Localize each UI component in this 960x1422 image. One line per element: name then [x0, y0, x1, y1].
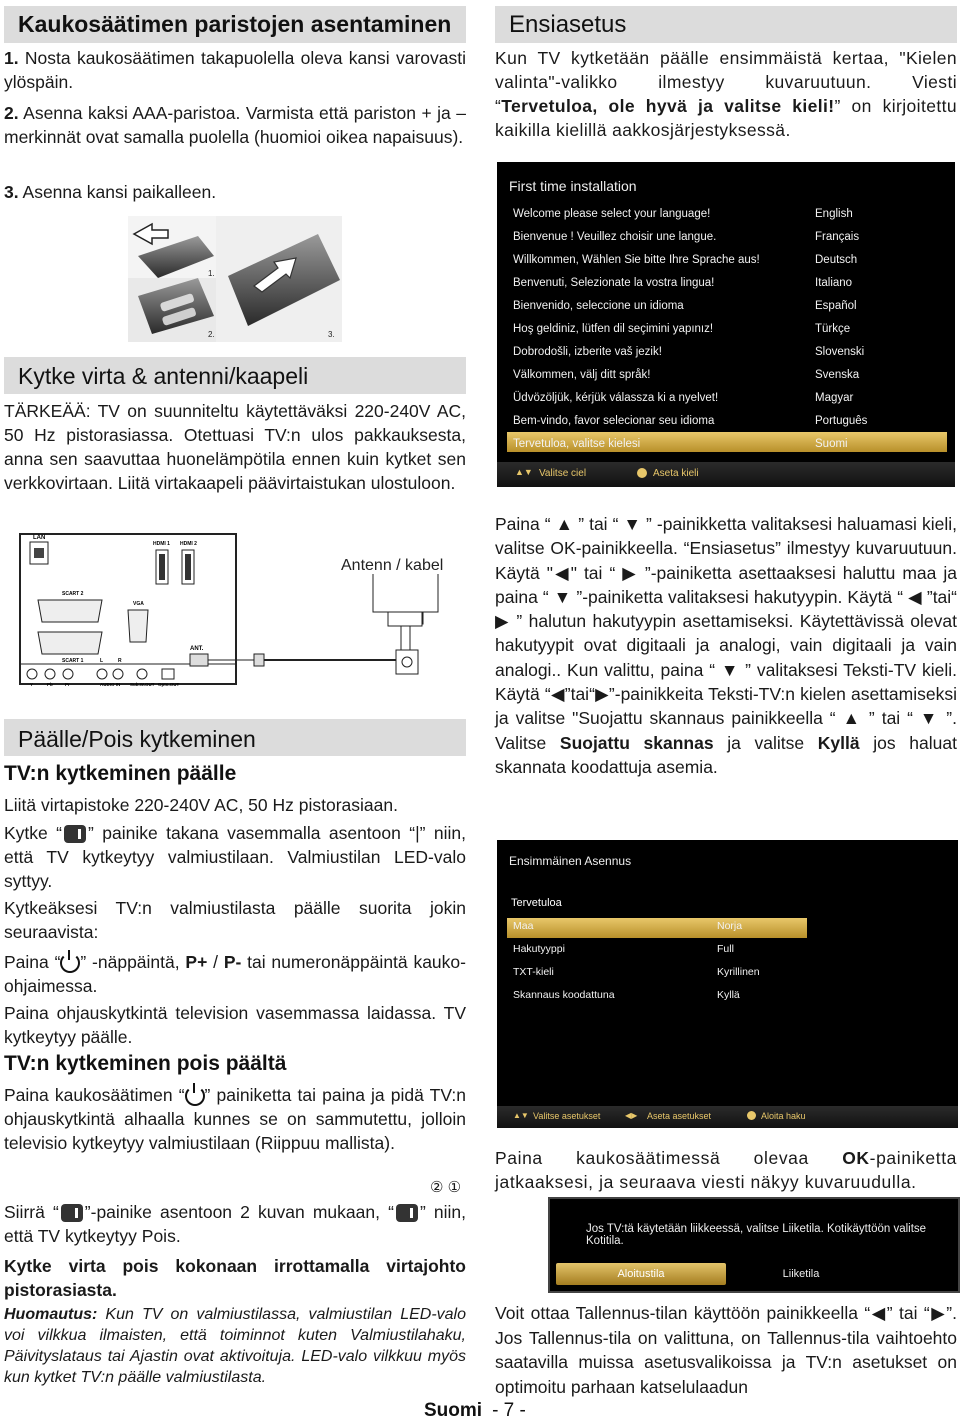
battery-step-2: 2. Asenna kaksi AAA-paristoa. Varmista että pariston + ja – merkinnät ovat samalla puolella (huomioi oikea napaisuus). [4, 103, 466, 147]
switch-icon [64, 825, 86, 843]
footer-language: Suomi [424, 1400, 483, 1421]
svg-text:HDMI 1: HDMI 1 [153, 541, 170, 547]
onoff-p8: Kytke virta pois kokonaan irrottamalla virtajohto pistorasiasta. [4, 1256, 466, 1300]
language-row-message[interactable]: Bienvenue ! Veuillez choisir une langue. [513, 231, 717, 243]
onoff-p2: Kytke “ ” painike takana vasemmalla asentoon “|” niin, että TV kytkeytyy valmiustilaan. Valmiustilan LED-valo syttyy. [4, 823, 466, 891]
setting-label: Hakutyyppi [513, 943, 565, 955]
switch-icon [396, 1204, 418, 1222]
antenna-label: Antenn / kabel [341, 557, 444, 574]
setting-value[interactable]: Full [717, 943, 734, 955]
screen2-footer-right: Aloita haku [761, 1111, 806, 1121]
onoff-p6: Paina kaukosäätimen “ ” painiketta tai paina ja pidä TV:n ohjauskytkintä alhaalla kunnes se on sammutettu, jolloin televisio kytkeytyy valmiustilaan (Riippuu mallista). [4, 1085, 466, 1153]
language-row-lang[interactable]: Slovenski [815, 346, 865, 358]
language-row-message[interactable]: Welcome please select your language! [513, 208, 711, 220]
onoff-note: Huomautus: Kun TV on valmiustilassa, valmiustilan LED-valo voi vilkkua ilmaisten, että toiminnot kuten Valmiustilahaku, Päivityslataus tai Ajastin ovat aktivoituja. LED-valo vilkkuu myös kun kytket TV:n päälle valmiustilasta. [4, 1306, 466, 1386]
ok-icon [637, 468, 647, 478]
sub-on-heading: TV:n kytkeminen päälle [4, 762, 237, 785]
svg-text:Y: Y [30, 682, 34, 687]
language-row-lang[interactable]: Português [815, 415, 868, 427]
screen2-welcome: Tervetuloa [511, 897, 562, 909]
setting-label: TXT-kieli [513, 966, 554, 978]
onoff-p3: Kytkeäksesi TV:n valmiustilasta päälle suorita jokin seuraavista: [4, 898, 466, 942]
svg-text:Pb: Pb [47, 682, 53, 687]
onoff-heading-bar [4, 719, 466, 756]
circled-numbers: ② ① [430, 1179, 462, 1196]
onoff-p1: Liitä virtapistoke 220-240V AC, 50 Hz pistorasiaan. [4, 795, 398, 815]
setting-value[interactable]: Kyllä [717, 989, 740, 1001]
svg-text:SCART 2: SCART 2 [62, 591, 84, 597]
ok-icon [747, 1111, 756, 1120]
svg-text:Sub.W.OUT: Sub.W.OUT [130, 682, 155, 687]
language-row-lang[interactable]: Deutsch [815, 254, 858, 266]
language-row-lang[interactable]: Français [815, 231, 860, 243]
onoff-p7: Siirrä “ ”-painike asentoon 2 kuvan mukaan, “ ” niin, että TV kytkeytyy Pois. [4, 1202, 466, 1246]
rear-panel-diagram [18, 532, 458, 692]
page-number: - 7 - [492, 1400, 526, 1421]
home-mode-button[interactable] [556, 1263, 726, 1285]
screen1-footer [497, 462, 955, 487]
screen2-title: Ensimmäinen Asennus [509, 854, 632, 868]
switch-icon [61, 1204, 83, 1222]
language-row-message[interactable]: Välkommen, välj ditt språk! [513, 369, 651, 381]
updown-icon: ▲▼ [513, 1111, 529, 1120]
firsttime-heading: Ensiasetus [509, 11, 627, 38]
language-row-lang[interactable]: Türkçe [815, 323, 851, 335]
language-row-message[interactable]: Tervetuloa, valitse kielesi [513, 438, 641, 450]
sub-off-heading: TV:n kytkeminen pois päältä [4, 1052, 287, 1075]
dialog-message: Jos TV:tä käytetään liikkeessä, valitse Liiketila. Kotikäyttöön valitse Kotitila. [586, 1223, 927, 1247]
language-row-message[interactable]: Hoş geldiniz, lütfen dil seçimini yapınız! [513, 323, 714, 335]
setting-label: Skannaus koodattuna [513, 989, 615, 1001]
svg-text:LAN: LAN [33, 535, 46, 541]
store-mode-button[interactable] [726, 1263, 876, 1285]
language-row-lang[interactable]: Italiano [815, 277, 853, 289]
leftright-icon: ◀▶ [625, 1111, 638, 1120]
battery-illustration [128, 216, 342, 342]
first-time-installation-screen [497, 162, 955, 487]
language-row-lang[interactable]: English [815, 208, 853, 220]
language-row-message[interactable]: Bem-vindo, favor selecionar seu idioma [513, 415, 715, 427]
power-icon [185, 1086, 205, 1106]
language-row-message[interactable]: Benvenuti, Selezionate la vostra lingua! [513, 277, 715, 289]
mode-dialog [548, 1197, 960, 1293]
screen1-footer-right: Aseta kieli [653, 468, 699, 479]
power-heading-bar [4, 357, 466, 394]
onoff-heading: Päälle/Pois kytkeminen [18, 726, 256, 752]
language-row-lang[interactable]: Svenska [815, 369, 860, 381]
svg-text:HDMI 2: HDMI 2 [180, 541, 197, 547]
fig-label-1: 1. [208, 269, 215, 278]
setting-value[interactable]: Kyrillinen [717, 966, 760, 978]
screen2-footer [497, 1106, 958, 1128]
language-row-message[interactable]: Dobrodošli, izberite vaš jezik! [513, 346, 662, 358]
page-footer [424, 1400, 526, 1422]
language-row-message[interactable]: Üdvözöljük, kérjük válassza ki a nyelvet! [513, 392, 719, 404]
svg-text:SCART 1: SCART 1 [62, 658, 84, 664]
onoff-p4: Paina “ ” -näppäintä, P+ / P- tai numeronäppäintä kauko-ohjaimessa. [4, 952, 466, 996]
screen1-title: First time installation [509, 178, 637, 194]
screen2-footer-mid: Aseta asetukset [647, 1111, 712, 1121]
firsttime-p1: Paina “ ▲ ” tai “ ▼ ” -painikketta valitaksesi haluamasi kieli, valitse OK-painikkeella. “Ensiasetus” ilmestyy kuvaruutuun. Käytä "◀" tai “ ▶ ”-painiketta asettaaksesi haluttu maa ja paina “ ▼ ”-painiketta valitaksesi hakutyypin. Käytä “ ◀ ”tai“ ▶ ” halutun hakutyypin asettamiseksi. Käytettävissä olevat hakutyypit ovat digitaali ja analogi, vain digitaali ja vain analogi.. Kun valittu, paina “ ▼ ” valitaksesi Teksti-TV kieli. Käytä “◀”tai“▶”-painikkeita Teksti-TV:n kielen asettamiseksi ja valitse "Suojattu skannaus painikkeella “ ▲ ” tai “ ▼ ”. Valitse Suojattu skannas ja valitse Kyllä jos haluat skannata koodattuja asemia. [495, 514, 957, 777]
screen1-footer-left: Valitse ciel [539, 468, 587, 479]
setting-value[interactable]: Norja [717, 920, 743, 932]
selected-setting-row[interactable] [507, 918, 807, 938]
svg-text:Pr: Pr [65, 682, 70, 687]
firsttime-heading-bar [495, 6, 957, 43]
home-mode-label: Aloitustila [617, 1268, 665, 1280]
battery-heading-bar [4, 6, 466, 43]
fig-label-2: 2. [208, 330, 215, 339]
setting-label: Maa [513, 920, 534, 932]
battery-step-3: 3. Asenna kansi paikalleen. [4, 182, 217, 202]
screen2-footer-left: Valitse asetukset [533, 1111, 601, 1121]
updown-icon: ▲▼ [515, 467, 533, 477]
language-row-lang[interactable]: Suomi [815, 438, 848, 450]
power-icon [60, 953, 80, 973]
onoff-p5: Paina ohjauskytkintä television vasemmassa laidassa. TV kytkeytyy päälle. [4, 1003, 466, 1047]
fig-label-3: 3. [328, 330, 335, 339]
svg-text:Opto.OUT: Opto.OUT [158, 682, 180, 687]
battery-heading: Kaukosäätimen paristojen asentaminen [18, 11, 452, 37]
firsttime-p3: Voit ottaa Tallennus-tilan käyttöön painikkeella “◀” tai “▶”. Jos Tallennus-tila on valittuna, on Tallennus-tila vaihtoehto saatavilla muissa asetusvalikoissa ja TV:n asetukset on optimoitu parhaan katselulaadun [495, 1303, 957, 1397]
svg-text:VGA: VGA [133, 601, 144, 607]
svg-text:ANT.: ANT. [190, 646, 204, 652]
language-row-lang[interactable]: Español [815, 300, 857, 312]
language-row-message[interactable]: Willkommen, Wählen Sie bitte Ihre Sprache aus! [513, 254, 760, 266]
power-heading: Kytke virta & antenni/kaapeli [18, 363, 309, 389]
firsttime-intro: Kun TV kytketään päälle ensimmäistä kertaa, "Kielen valinta"-valikko ilmestyy kuvaruutuun. Viesti “Tervetuloa, ole hyvä ja valitse kieli!” on kirjoitettu kaikilla kielillä aakkosjärjestyksessä. [495, 48, 957, 140]
store-mode-label: Liiketila [782, 1268, 820, 1280]
svg-text:R: R [118, 658, 122, 664]
battery-step-1: 1. Nosta kaukosäätimen takapuolella oleva kansi varovasti ylöspäin. [4, 48, 466, 92]
svg-text:L: L [100, 658, 104, 664]
power-text: TÄRKEÄÄ: TV on suunniteltu käytettäväksi 220-240V AC, 50 Hz pistorasiassa. Otettuasi TV:n ulos pakkauksesta, anna sen saavuttaa huonelämpötila ennen kuin kytket sen verkkovirtaan. Liitä virtakaapeli päävirtaistukan ulostuloon. [4, 401, 467, 493]
first-installation-screen [497, 840, 958, 1128]
language-row-message[interactable]: Bienvenido, seleccione un idioma [513, 300, 684, 312]
svg-text:AUDIO IN: AUDIO IN [100, 682, 121, 687]
firsttime-p2: Paina kaukosäätimessä olevaa OK-painiketta jatkaaksesi, ja seuraava viesti näkyy kuvaruudulla. [495, 1148, 957, 1192]
language-row-lang[interactable]: Magyar [815, 392, 854, 404]
